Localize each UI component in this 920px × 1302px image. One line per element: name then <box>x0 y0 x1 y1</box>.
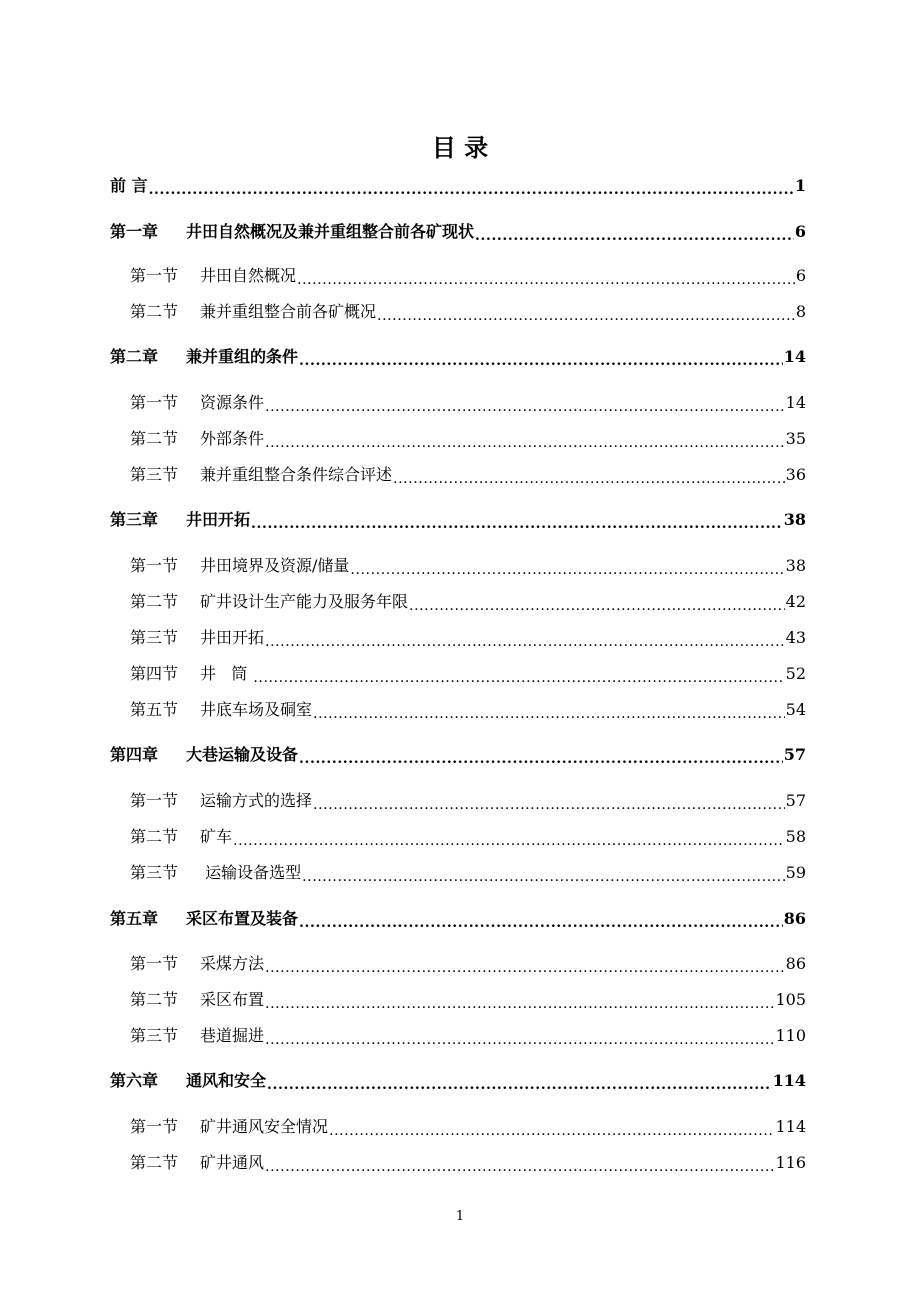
toc-section-number: 第一节 <box>130 954 179 973</box>
toc-section-number: 第一节 <box>130 1117 179 1136</box>
toc-section-number: 第一节 <box>130 791 179 810</box>
toc-entry-page: 86 <box>783 909 806 928</box>
toc-entry-page: 114 <box>775 1117 806 1136</box>
toc-section-number: 第二节 <box>130 1153 179 1172</box>
dot-leader <box>265 957 785 975</box>
dot-leader <box>233 830 785 848</box>
toc-section-entry[interactable] <box>130 1116 806 1138</box>
toc-section-entry[interactable] <box>130 464 806 486</box>
toc-entry-title: 通风和安全 <box>186 1071 267 1090</box>
toc-entry-page: 43 <box>785 628 806 647</box>
toc-section-entry[interactable] <box>130 989 806 1011</box>
toc-entry-title: 兼并重组整合前各矿概况 <box>200 302 377 321</box>
toc-preface-entry[interactable] <box>110 175 806 197</box>
toc-section-number: 第三节 <box>130 863 179 882</box>
toc-section-number: 第四节 <box>130 664 179 683</box>
toc-section-number: 第二节 <box>130 827 179 846</box>
toc-section-number: 第三节 <box>130 1026 179 1045</box>
toc-entry-page: 52 <box>785 664 806 683</box>
dot-leader <box>393 468 785 486</box>
dot-leader <box>149 179 794 197</box>
toc-entry-title: 外部条件 <box>200 429 265 448</box>
dot-leader <box>329 1120 774 1138</box>
toc-entry-title: 井底车场及硐室 <box>200 700 313 719</box>
toc-entry-page: 38 <box>785 556 806 575</box>
dot-leader <box>265 1029 774 1047</box>
dot-leader <box>265 631 785 649</box>
toc-chapter-number: 第四章 <box>110 745 159 764</box>
toc-section-number: 第二节 <box>130 990 179 1009</box>
dot-leader <box>299 748 783 766</box>
toc-entry-page: 8 <box>795 302 806 321</box>
toc-section-entry[interactable] <box>130 953 806 975</box>
toc-section-entry[interactable] <box>130 826 806 848</box>
toc-entry-page: 110 <box>775 1026 806 1045</box>
toc-section-number: 第三节 <box>130 628 179 647</box>
toc-chapter-entry[interactable] <box>110 908 806 930</box>
dot-leader <box>251 513 783 531</box>
toc-chapter-entry[interactable] <box>110 346 806 368</box>
toc-chapter-entry[interactable] <box>110 1070 806 1092</box>
dot-leader <box>299 912 783 930</box>
toc-section-entry[interactable] <box>130 1152 806 1174</box>
toc-entry-page: 42 <box>785 592 806 611</box>
toc-section-entry[interactable] <box>130 591 806 613</box>
page-number: 1 <box>455 1209 465 1224</box>
dot-leader <box>299 350 783 368</box>
toc-entry-title: 井田开拓 <box>186 510 251 529</box>
toc-entry-page: 38 <box>783 510 806 529</box>
toc-entry-title: 兼并重组整合条件综合评述 <box>200 465 393 484</box>
toc-section-entry[interactable] <box>130 301 806 323</box>
toc-entry-page: 54 <box>785 700 806 719</box>
toc-section-number: 第五节 <box>130 700 179 719</box>
toc-chapter-entry[interactable] <box>110 509 806 531</box>
dot-leader <box>350 559 784 577</box>
toc-entry-title: 矿车 <box>200 827 233 846</box>
toc-entry-title: 矿井通风安全情况 <box>200 1117 329 1136</box>
toc-entry-page: 14 <box>785 393 806 412</box>
dot-leader <box>265 396 785 414</box>
toc-entry-title: 井 筒 <box>200 664 253 683</box>
toc-section-number: 第一节 <box>130 556 179 575</box>
toc-entry-page: 6 <box>794 222 806 241</box>
toc-entry-title: 采煤方法 <box>200 954 265 973</box>
toc-chapter-entry[interactable] <box>110 744 806 766</box>
toc-entry-page: 36 <box>785 465 806 484</box>
dot-leader <box>297 269 795 287</box>
toc-section-entry[interactable] <box>130 1025 806 1047</box>
toc-entry-page: 116 <box>775 1153 806 1172</box>
toc-entry-page: 59 <box>785 863 806 882</box>
dot-leader <box>265 432 785 450</box>
toc-section-entry[interactable] <box>130 699 806 721</box>
toc-entry-title: 采区布置及装备 <box>186 909 299 928</box>
toc-section-number: 第二节 <box>130 592 179 611</box>
toc-entry-title: 矿井设计生产能力及服务年限 <box>200 592 409 611</box>
toc-entry-page: 105 <box>775 990 806 1009</box>
toc-chapter-number: 第二章 <box>110 347 159 366</box>
toc-entry-page: 86 <box>785 954 806 973</box>
dot-leader <box>313 794 785 812</box>
toc-entry-title: 井田开拓 <box>200 628 265 647</box>
toc-section-entry[interactable] <box>130 663 806 685</box>
toc-section-entry[interactable] <box>130 428 806 450</box>
dot-leader <box>377 305 795 323</box>
toc-section-entry[interactable] <box>130 392 806 414</box>
toc-section-number: 第一节 <box>130 393 179 412</box>
toc-chapter-entry[interactable] <box>110 221 806 243</box>
toc-section-entry[interactable] <box>130 790 806 812</box>
toc-chapter-number: 第三章 <box>110 510 159 529</box>
toc-section-entry[interactable] <box>130 265 806 287</box>
toc-entry-title: 巷道掘进 <box>200 1026 265 1045</box>
dot-leader <box>313 703 785 721</box>
dot-leader <box>409 595 785 613</box>
dot-leader <box>265 993 774 1011</box>
toc-entry-title: 井田境界及资源/储量 <box>200 556 350 575</box>
dot-leader <box>475 225 794 243</box>
toc-section-number: 第二节 <box>130 302 179 321</box>
toc-chapter-number: 第一章 <box>110 222 159 241</box>
toc-entry-title: 井田自然概况及兼并重组整合前各矿现状 <box>186 222 475 241</box>
toc-entry-title: 前 言 <box>110 176 148 195</box>
toc-entry-title: 矿井通风 <box>200 1153 265 1172</box>
toc-section-entry[interactable] <box>130 627 806 649</box>
toc-entry-page: 6 <box>795 266 806 285</box>
toc-entry-title: 运输设备选型 <box>200 863 302 882</box>
toc-entry-page: 57 <box>785 791 806 810</box>
toc-entry-title: 资源条件 <box>200 393 265 412</box>
dot-leader <box>253 667 784 685</box>
toc-section-entry[interactable] <box>130 555 806 577</box>
dot-leader <box>265 1156 774 1174</box>
toc-section-number: 第一节 <box>130 266 179 285</box>
toc-entry-page: 35 <box>785 429 806 448</box>
toc-entry-title: 运输方式的选择 <box>200 791 313 810</box>
toc-section-number: 第三节 <box>130 465 179 484</box>
toc-entry-page: 58 <box>785 827 806 846</box>
toc-chapter-number: 第六章 <box>110 1071 159 1090</box>
toc-entry-page: 14 <box>783 347 806 366</box>
toc-section-entry[interactable] <box>130 862 806 884</box>
dot-leader <box>267 1074 772 1092</box>
toc-entry-title: 井田自然概况 <box>200 266 297 285</box>
dot-leader <box>302 866 785 884</box>
toc-entry-page: 114 <box>772 1071 806 1090</box>
toc-entry-title: 大巷运输及设备 <box>186 745 299 764</box>
toc-section-number: 第二节 <box>130 429 179 448</box>
toc-entry-title: 采区布置 <box>200 990 265 1009</box>
toc-chapter-number: 第五章 <box>110 909 159 928</box>
toc-entry-page: 57 <box>783 745 806 764</box>
toc-entry-title: 兼并重组的条件 <box>186 347 299 366</box>
toc-title: 目 录 <box>431 133 489 162</box>
toc-entry-page: 1 <box>794 176 806 195</box>
